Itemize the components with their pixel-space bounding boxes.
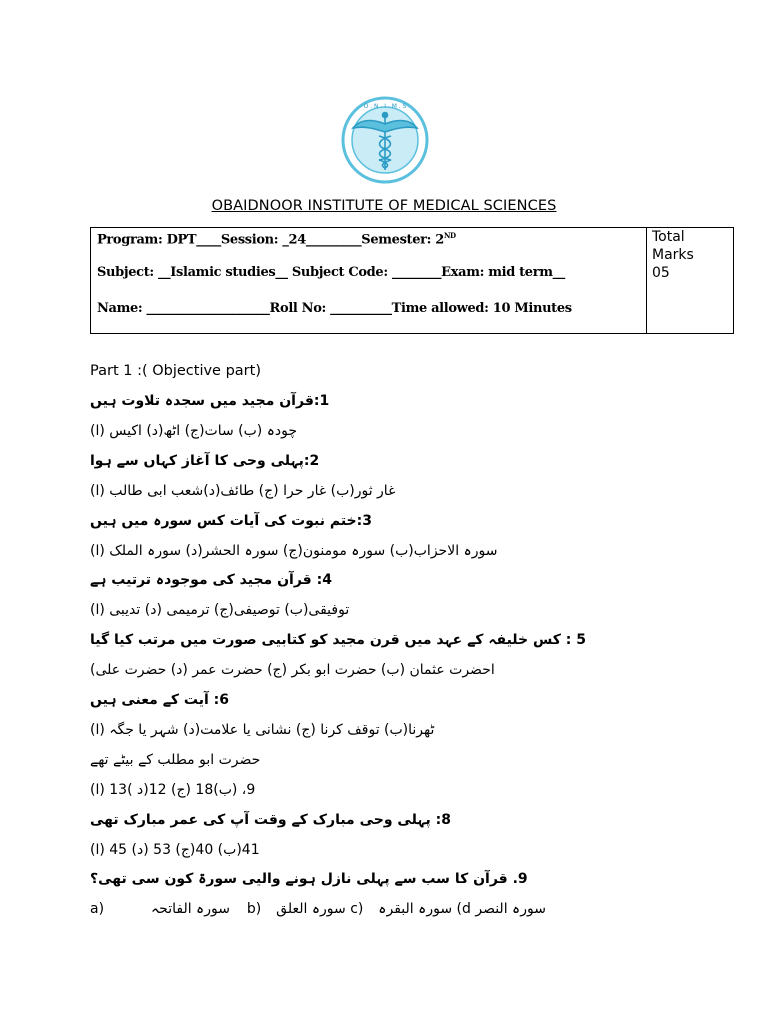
question-1: 1:قرآن مجید میں سجدہ تلاوت ہیں [90, 393, 330, 409]
program-line [97, 231, 456, 247]
options-3: سورہ الاحزاب(ب) سورہ مومنون(ج) سورہ الحشر(د) سورہ الملک (ا) [90, 543, 498, 559]
options-5: احضرت عثمان (ب) حضرت ابو بکر (ج) حضرت عمر (د) حضرت علی) [90, 662, 495, 678]
total-marks-value: 05 [652, 265, 670, 281]
option-b-text: سورہ العلق [276, 901, 346, 917]
question-3: 3:ختم نبوت کی آیات کس سورہ میں ہیں [90, 513, 372, 529]
option-d-text: سورہ النصر [475, 901, 546, 917]
exam-info-cell [91, 228, 647, 333]
subject-line: Subject: __Islamic studies__ Subject Code: ________Exam: mid term__ [97, 265, 565, 280]
semester-suffix: ND [443, 231, 456, 240]
total-marks-cell [652, 228, 694, 282]
options-9 [90, 901, 546, 917]
institute-logo [341, 94, 429, 186]
question-4: 4: قرآن مجید کی موجودہ ترتیب ہے [90, 572, 332, 588]
total-marks-label-1: Total [652, 229, 685, 245]
option-a-text: سورہ الفاتحہ [150, 901, 230, 917]
name-line: Name: ____________________Roll No: __________Time allowed: 10 Minutes [97, 301, 572, 316]
institute-title: OBAIDNOOR INSTITUTE OF MEDICAL SCIENCES [211, 198, 557, 214]
option-c-label: c) [350, 901, 364, 917]
options-4: توفیقی(ب) توصیفی(ج) ترمیمی (د) تدیبی (ا) [90, 602, 350, 618]
question-9: 9. قرآن کا سب سے پہلی نازل ہونے والیی سورۃ کون سی تھی؟ [90, 871, 528, 887]
options-8: 41(ب) 40(ج) 53 (د) 45 (ا) [90, 842, 260, 858]
option-a-label: a) [90, 901, 105, 917]
question-2: 2:پہلی وحی کا آغاز کہاں سے ہوا [90, 453, 320, 469]
program-session-semester: Program: DPT____Session: _24_________Semester: 2 [97, 232, 444, 248]
question-6: 6: آیت کے معنی ہیں [90, 692, 230, 708]
total-marks-label-2: Marks [652, 247, 694, 263]
question-5: 5 : کس خلیفہ کے عہد میں قرن مجید کو کتابیی صورت میں مرتب کیا گیا [90, 632, 587, 648]
option-b-label: b) [246, 901, 262, 917]
question-8: 8: پہلی وحی مبارک کے وقت آپ کی عمر مبارک تھی [90, 812, 451, 828]
option-c-text: سورہ البقرہ [378, 901, 453, 917]
part-label: Part 1 :( Objective part) [90, 363, 261, 379]
options-1: چودہ (ب) سات(ج) اٹھ(د) اکیس (ا) [90, 423, 298, 439]
question-7: حضرت ابو مطلب کے بیٹے تھے [90, 752, 261, 768]
options-2: غار ثور(ب) غار حرا (ج) طائف(د)شعب ابی طالب (ا) [90, 483, 396, 499]
options-6: ٹھرنا(ب) توقف کرنا (ج) نشانی یا علامت(د) شہر یا جگہ (ا) [90, 722, 435, 738]
logo-ring-text: O . N . I . M . S [363, 103, 407, 110]
option-d-label: (d [456, 901, 471, 917]
exam-info-table [90, 227, 734, 334]
options-7: 9، (ب)18 (ج) 12(د )13 (ا) [90, 782, 256, 798]
